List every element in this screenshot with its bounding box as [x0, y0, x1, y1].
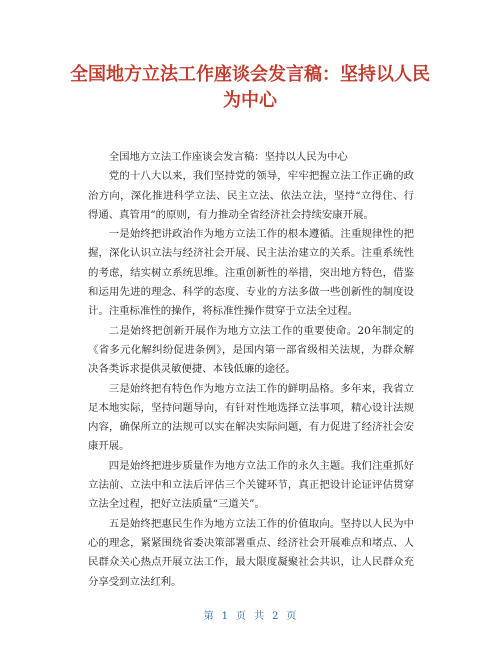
footer-di: 第	[203, 611, 214, 622]
paragraph-point-1: 一是始终把讲政治作为地方立法工作的根本遵循。注重规律性的把握，深化认识立法与经济社会开展、民主法治建立的关系。注重系统性的考虑，结实树立系统思维。注重创新性的举措，突出地方特色，借鉴和运用先进的理念、科学的态度、专业的方法多做一些创新性的制度设计。注重标准性的操作，将标准性操作贯穿于立法全过程。	[88, 228, 414, 318]
footer-ye-2: 页	[286, 611, 297, 622]
paragraph-point-5: 五是始终把惠民生作为地方立法工作的价值取向。坚持以人民为中心的理念，紧紧围绕省委决策部署重点、经济社会开展难点和堵点、人民群众关心热点开展立法工作，最大限度凝聚社会共识，让人民群众充分享受到立法红利。	[88, 517, 414, 588]
title-line-2: 为中心	[223, 90, 277, 111]
title-line-1: 全国地方立法工作座谈会发言稿：坚持以人民	[70, 64, 430, 85]
footer-page-number: 1	[221, 611, 228, 622]
document-body	[88, 148, 414, 592]
document-title	[60, 62, 440, 114]
paragraph-point-4: 四是始终把进步质量作为地方立法工作的永久主题。我们注重抓好立法前、立法中和立法后评估三个关键环节，真正把设计论证评估贯穿立法全过程，把好立法质量“三道关”。	[88, 459, 414, 511]
paragraph-heading: 全国地方立法工作座谈会发言稿：坚持以人民为中心	[108, 151, 348, 163]
paragraph-point-3: 三是始终把有特色作为地方立法工作的鲜明品格。多年来，我省立足本地实际，坚持问题导向，有针对性地选择立法事项，精心设计法规内容，确保所立的法规可以实在解决实际问题，有力促进了经济社会安康开展。	[88, 382, 414, 453]
paragraph-intro: 党的十八大以来，我们坚持党的领导，牢牢把握立法工作正确的政治方向，深化推进科学立法、民主立法、依法立法，坚持“立得住、行得通、真管用”的原则，有力推动全省经济社会持续安康开展。	[88, 170, 414, 221]
footer-gong: 共	[254, 611, 264, 622]
footer-total-pages: 2	[272, 611, 279, 622]
page-footer	[0, 607, 500, 622]
paragraph-point-2: 二是始终把创新开展作为地方立法工作的重要使命。20年制定的《省多元化解纠纷促进条例》，是国内第一部省级相关法规，为群众解决各类诉求提供灵敏便捷、本钱低廉的途径。	[88, 324, 414, 376]
footer-ye: 页	[236, 611, 246, 622]
